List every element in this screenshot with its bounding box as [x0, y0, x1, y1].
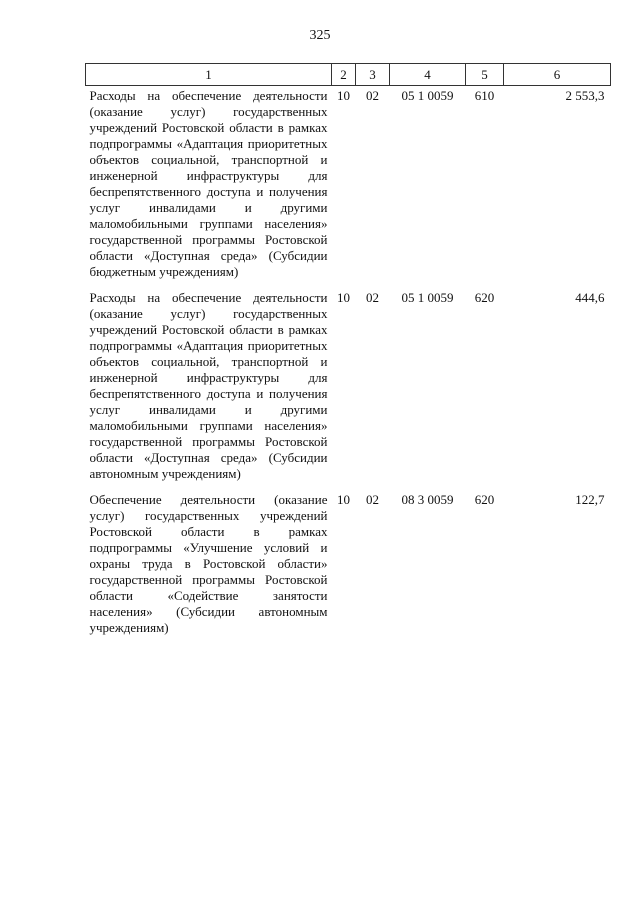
row-target-code: 05 1 0059 [401, 88, 454, 103]
row-amount: 122,7 [575, 492, 605, 507]
header-row [86, 64, 611, 86]
header-col-3: 3 [356, 64, 390, 86]
row-target-code: 05 1 0059 [401, 290, 454, 305]
row-description: Обеспечение деятельности (оказание услуг) государственных учреждений Ростовской области в рамках подпрограммы «Улучшение условий и охраны труда в Ростовской области» государственной программы Ростовской области «Содействие занятости населения» (Субсидии автономным учреждениям) [89, 492, 328, 635]
row-description: Расходы на обеспечение деятельности (оказание услуг) государственных учреждений Ростовской области в рамках подпрограммы «Адаптация приоритетных объектов социальной, транспортной и инженерной инфраструктуры для беспрепятственного доступа и получения услуг инвалидами и другими маломобильными группами населения» государственной программы Ростовской области «Доступная среда» (Субсидии автономным учреждениям) [89, 290, 328, 481]
row-section: 10 [337, 290, 350, 305]
row-expense-type: 610 [474, 88, 495, 103]
row-amount: 2 553,3 [565, 88, 605, 103]
row-subsection: 02 [366, 492, 379, 507]
row-section: 10 [337, 492, 350, 507]
row-target-code: 08 3 0059 [401, 492, 454, 507]
row-amount: 444,6 [575, 290, 605, 305]
row-subsection: 02 [366, 88, 379, 103]
row-subsection: 02 [366, 290, 379, 305]
page-number: 325 [309, 28, 331, 43]
table-row [86, 490, 611, 644]
table-row [86, 86, 611, 289]
row-description: Расходы на обеспечение деятельности (оказание услуг) государственных учреждений Ростовской области в рамках подпрограммы «Адаптация приоритетных объектов социальной, транспортной и инженерной инфраструктуры для беспрепятственного доступа и получения услуг инвалидами и другими маломобильными группами населения» государственной программы Ростовской области «Доступная среда» (Субсидии бюджетным учреждениям) [89, 88, 328, 279]
row-expense-type: 620 [474, 492, 495, 507]
header-col-1: 1 [86, 64, 332, 86]
header-col-2: 2 [332, 64, 356, 86]
row-section: 10 [337, 88, 350, 103]
table-row [86, 288, 611, 490]
header-col-5: 5 [466, 64, 504, 86]
header-col-4: 4 [390, 64, 466, 86]
budget-table [85, 63, 611, 644]
header-col-6: 6 [504, 64, 611, 86]
row-expense-type: 620 [474, 290, 495, 305]
